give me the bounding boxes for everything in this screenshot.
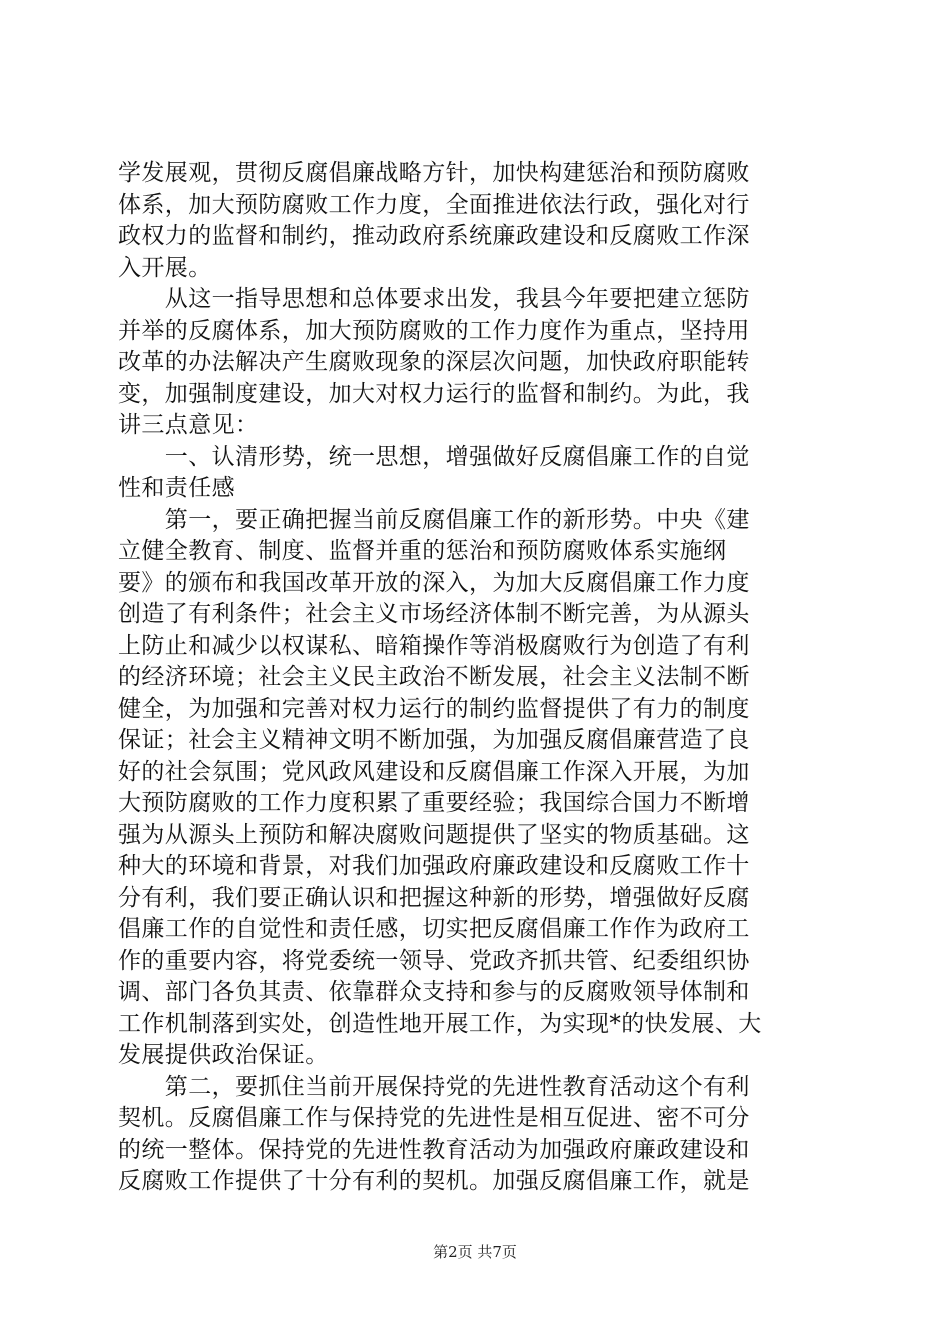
text-line: 作的重要内容，将党委统一领导、党政齐抓共管、纪委组织协 <box>118 947 750 974</box>
text-line: 好的社会氛围；党风政风建设和反腐倡廉工作深入开展，为加 <box>118 758 750 785</box>
text-line: 变，加强制度建设，加大对权力运行的监督和制约。为此，我 <box>118 380 750 407</box>
text-line: 的统一整体。保持党的先进性教育活动为加强政府廉政建设和 <box>118 1136 750 1163</box>
text-line: 发展提供政治保证。 <box>118 1042 329 1068</box>
text-line: 创造了有利条件；社会主义市场经济体制不断完善，为从源头 <box>118 601 750 627</box>
text-line: 改革的办法解决产生腐败现象的深层次问题，加快政府职能转 <box>118 349 750 375</box>
text-line: 健全，为加强和完善对权力运行的制约监督提供了有力的制度 <box>118 695 750 722</box>
text-line: 大预防腐败的工作力度积累了重要经验；我国综合国力不断增 <box>118 790 750 816</box>
text-line: 调、部门各负其责、依靠群众支持和参与的反腐败领导体制和 <box>118 979 750 1005</box>
text-line: 保证；社会主义精神文明不断加强，为加强反腐倡廉营造了良 <box>118 727 750 753</box>
text-line: 讲三点意见： <box>118 412 259 438</box>
text-line: 立健全教育、制度、监督并重的惩治和预防腐败体系实施纲 <box>118 538 727 564</box>
text-line: 体系，加大预防腐败工作力度，全面推进依法行政，强化对行 <box>118 191 750 218</box>
text-line: 第二，要抓住当前开展保持党的先进性教育活动这个有利 <box>118 1073 750 1100</box>
text-line: 工作机制落到实处，创造性地开展工作，为实现*的快发展、大 <box>118 1010 762 1037</box>
document-body <box>118 158 830 1198</box>
text-line: 反腐败工作提供了十分有利的契机。加强反腐倡廉工作，就是 <box>118 1168 750 1194</box>
text-line: 分有利，我们要正确认识和把握这种新的形势，增强做好反腐 <box>118 884 750 911</box>
section-heading-line: 性和责任感 <box>118 475 235 501</box>
text-line: 上防止和减少以权谋私、暗箱操作等消极腐败行为创造了有利 <box>118 632 750 659</box>
text-line: 并举的反腐体系，加大预防腐败的工作力度作为重点，坚持用 <box>118 317 750 344</box>
text-line: 的经济环境；社会主义民主政治不断发展，社会主义法制不断 <box>118 664 750 690</box>
text-line: 要》的颁布和我国改革开放的深入，为加大反腐倡廉工作力度 <box>118 569 750 596</box>
text-line: 入开展。 <box>118 254 212 281</box>
text-line: 倡廉工作的自觉性和责任感，切实把反腐倡廉工作作为政府工 <box>118 916 750 942</box>
section-heading-line: 一、认清形势，统一思想，增强做好反腐倡廉工作的自觉 <box>118 443 750 470</box>
page-number-footer: 第2页 共7页 <box>433 1243 517 1261</box>
text-line: 从这一指导思想和总体要求出发，我县今年要把建立惩防 <box>118 286 750 312</box>
text-line: 学发展观，贯彻反腐倡廉战略方针，加快构建惩治和预防腐败 <box>118 160 750 186</box>
text-line: 强为从源头上预防和解决腐败问题提供了坚实的物质基础。这 <box>118 821 750 848</box>
text-line: 政权力的监督和制约，推动政府系统廉政建设和反腐败工作深 <box>118 223 750 249</box>
text-line: 契机。反腐倡廉工作与保持党的先进性是相互促进、密不可分 <box>118 1105 750 1131</box>
text-line: 种大的环境和背景，对我们加强政府廉政建设和反腐败工作十 <box>118 853 750 879</box>
text-line: 第一，要正确把握当前反腐倡廉工作的新形势。中央《建 <box>118 506 750 533</box>
